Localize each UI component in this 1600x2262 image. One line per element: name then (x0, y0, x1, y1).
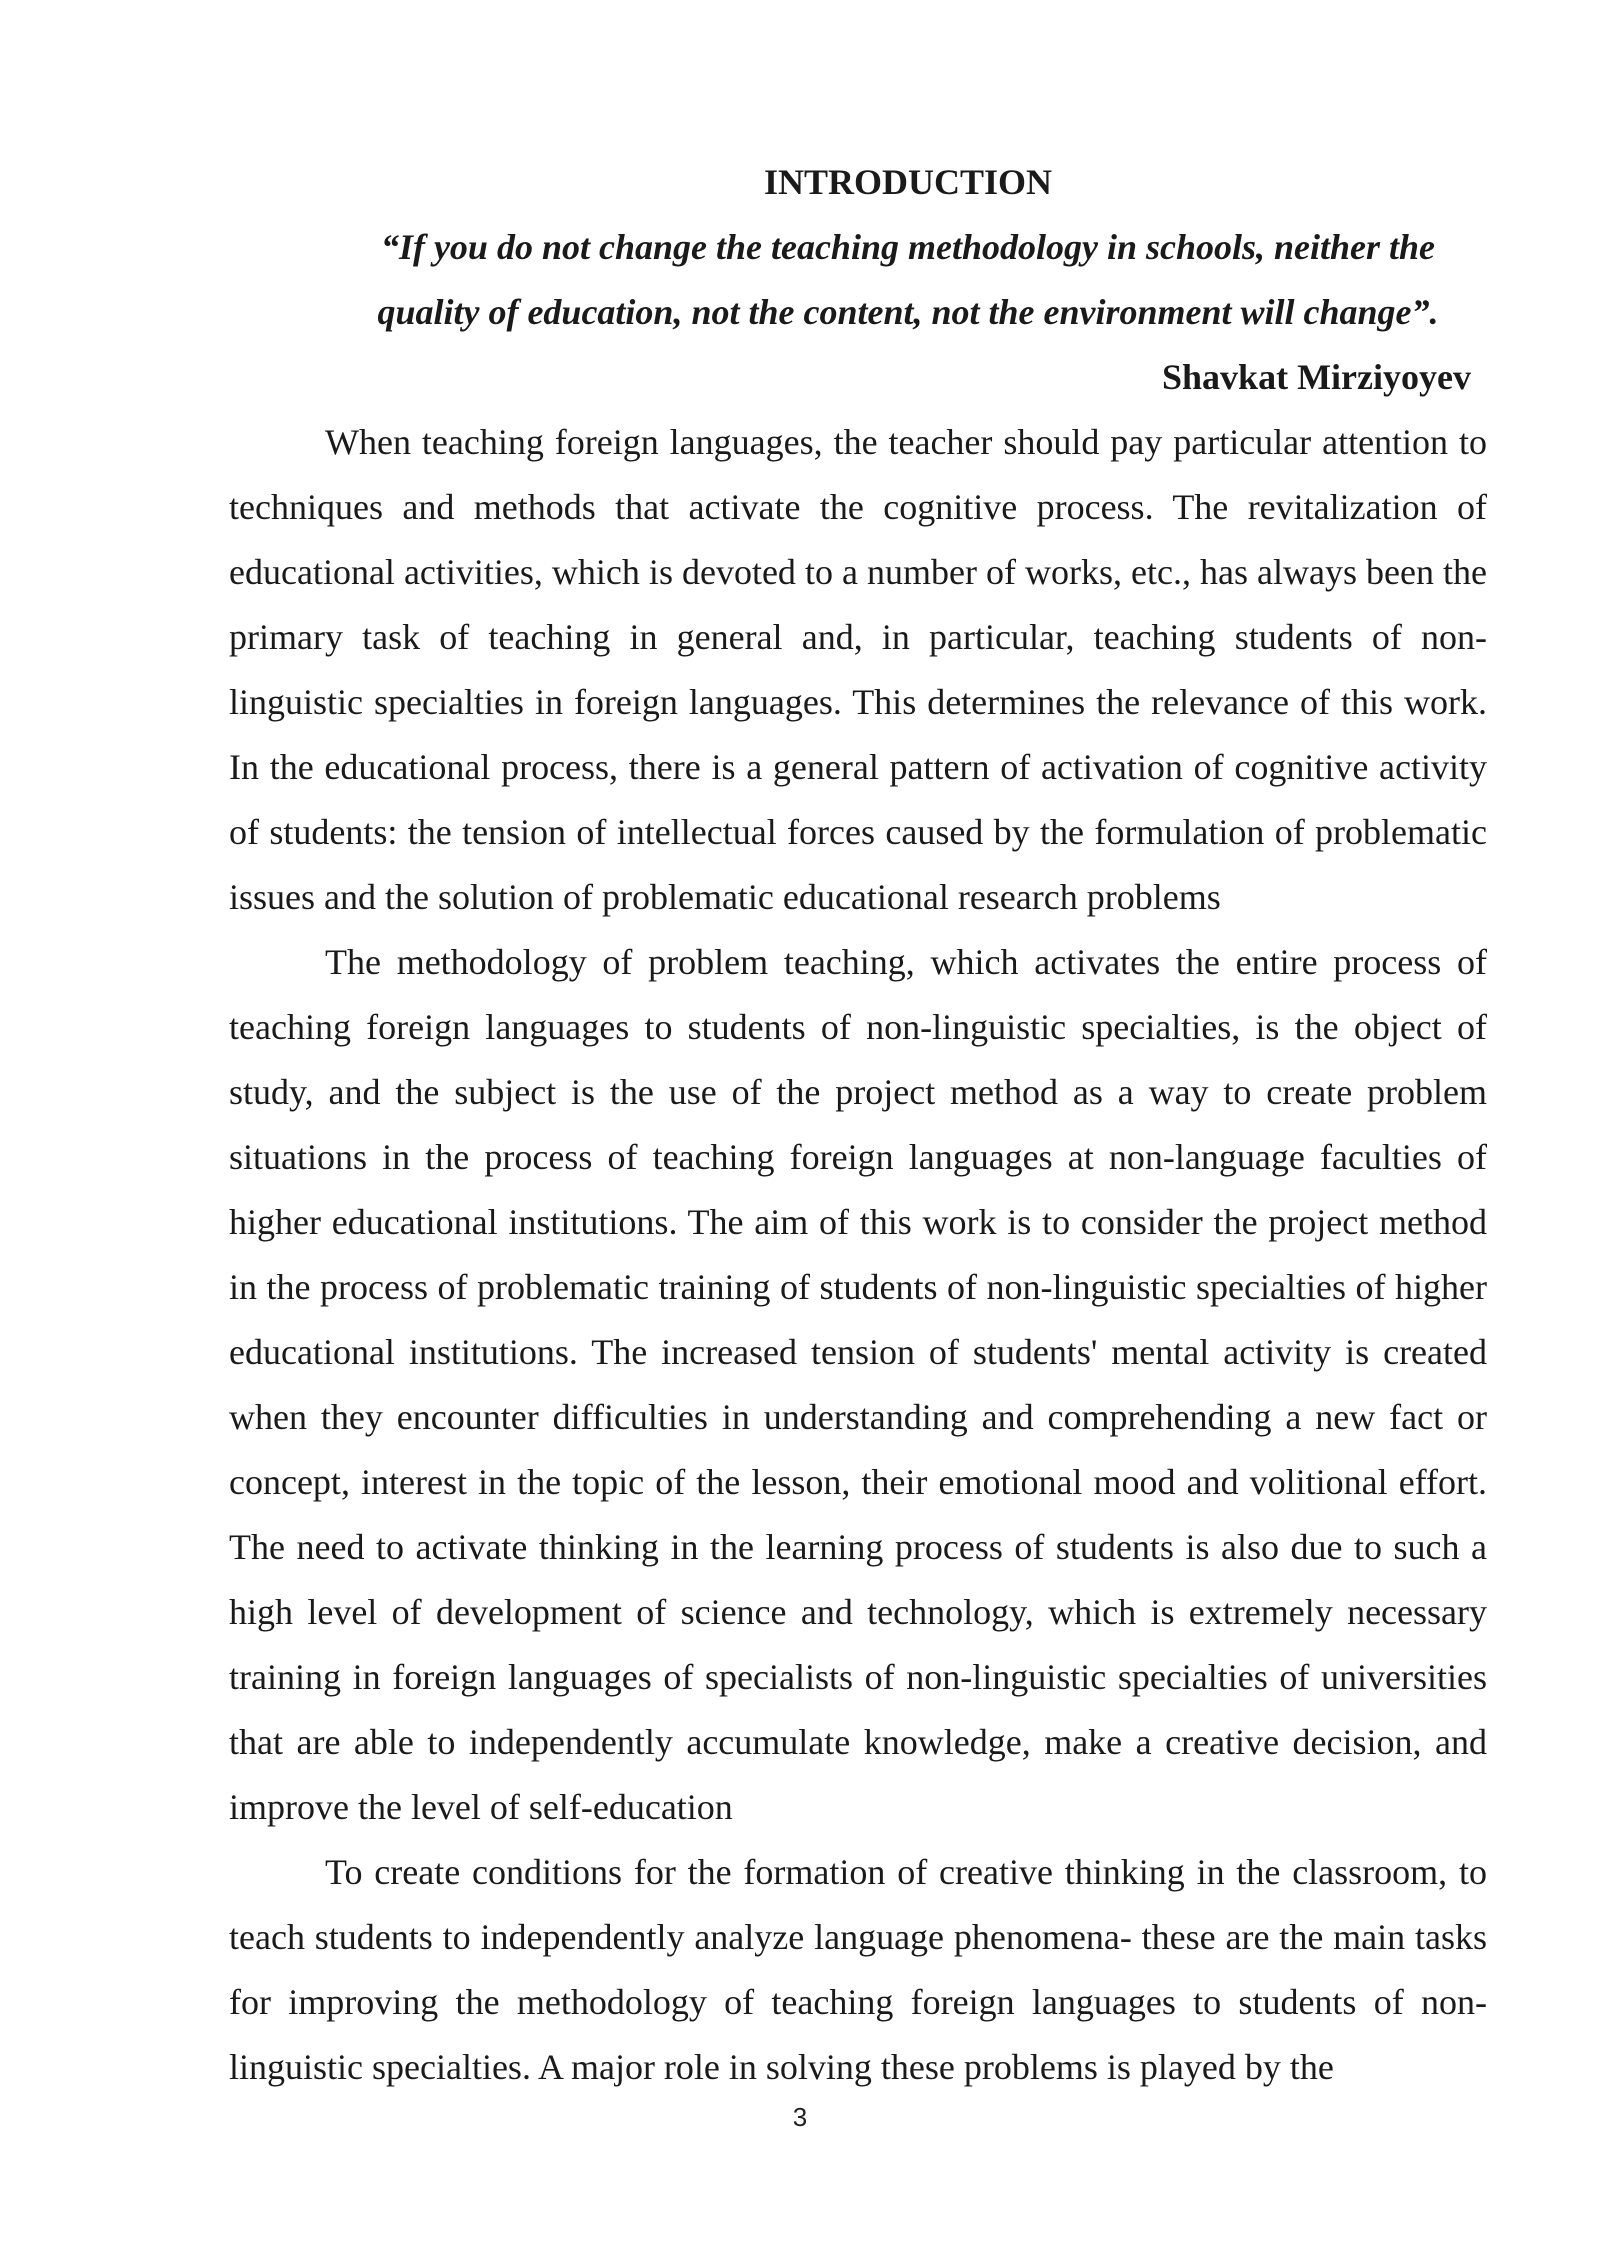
page-title: INTRODUCTION (763, 162, 1053, 202)
page-content (229, 150, 1487, 2100)
body-paragraph-3: To create conditions for the formation of creative thinking in the classroom, to teach students to independently analyze language phenomena- these are the main tasks for improving the methodology of teaching foreign languages to students of non-linguistic specialties. A major role in solving these problems is played by the (229, 1852, 1487, 2087)
epigraph-quote: “If you do not change the teaching methodology in schools, neither the quality of education, not the content, not the environment will change”. (377, 227, 1439, 332)
epigraph-author: Shavkat Mirziyoyev (1162, 357, 1471, 397)
page-number: 3 (792, 2102, 808, 2132)
body-paragraph-2: The methodology of problem teaching, which activates the entire process of teaching foreign languages to students of non-linguistic specialties, is the object of study, and the subject is the use of the project method as a way to create problem situations in the process of teaching foreign languages at non-language faculties of higher educational institutions. The aim of this work is to consider the project method in the process of problematic training of students of non-linguistic specialties of higher educational institutions. The increased tension of students' mental activity is created when they encounter difficulties in understanding and comprehending a new fact or concept, interest in the topic of the lesson, their emotional mood and volitional effort. The need to activate thinking in the learning process of students is also due to such a high level of development of science and technology, which is extremely necessary training in foreign languages of specialists of non-linguistic specialties of universities that are able to independently accumulate knowledge, make a creative decision, and improve the level of self-education (229, 942, 1487, 1827)
body-paragraph-1: When teaching foreign languages, the teacher should pay particular attention to techniques and methods that activate the cognitive process. The revitalization of educational activities, which is devoted to a number of works, etc., has always been the primary task of teaching in general and, in particular, teaching students of non-linguistic specialties in foreign languages. This determines the relevance of this work. In the educational process, there is a general pattern of activation of cognitive activity of students: the tension of intellectual forces caused by the formulation of problematic issues and the solution of problematic educational research problems (229, 422, 1487, 917)
